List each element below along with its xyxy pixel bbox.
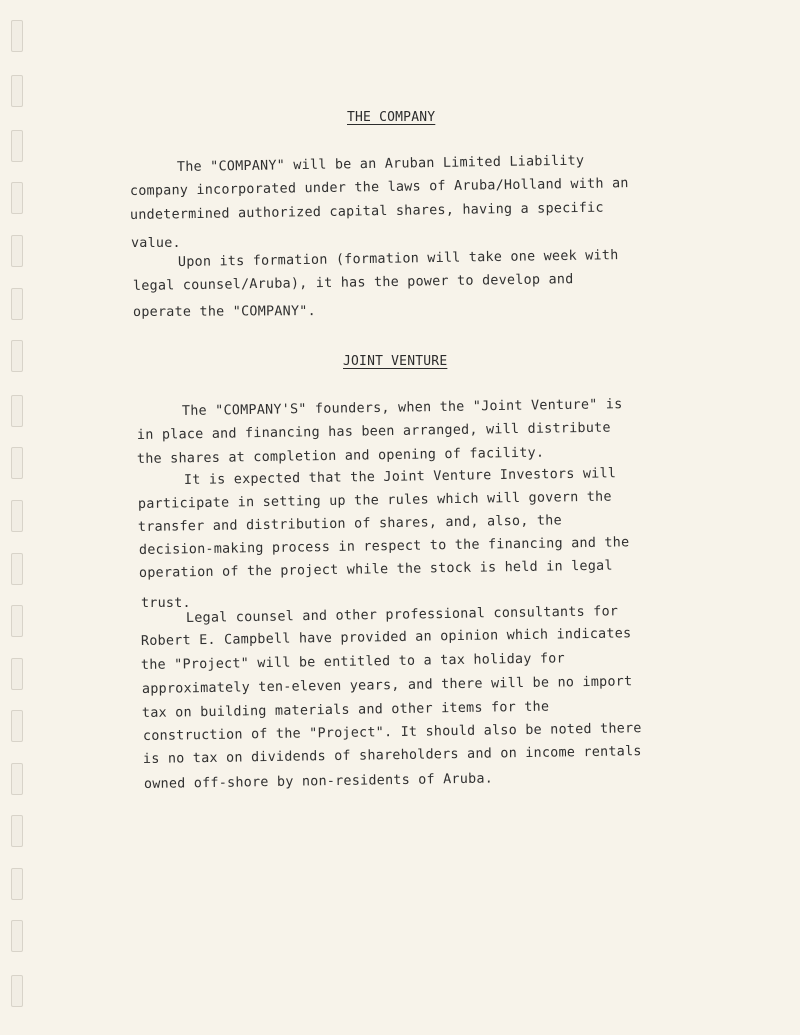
binder-hole <box>11 975 23 1007</box>
paragraph-line: the "Project" will be entitled to a tax holiday for <box>140 651 565 673</box>
paragraph-line: operate the "COMPANY". <box>132 304 316 320</box>
binder-hole <box>11 553 23 585</box>
binder-hole <box>11 235 23 267</box>
paragraph-line: The "COMPANY'S" founders, when the "Joint Venture" is <box>181 397 623 419</box>
paragraph-line: trust. <box>141 596 191 611</box>
paragraph-line: owned off-shore by non-residents of Aruba. <box>143 771 494 792</box>
paragraph-line: decision-making process in respect to the financing and the <box>138 535 630 558</box>
binder-hole <box>11 815 23 847</box>
paragraph-line: operation of the project while the stock is held in legal <box>138 558 613 581</box>
paragraph-line: The "COMPANY" will be an Aruban Limited Liability <box>176 153 585 175</box>
paragraph-line: Upon its formation (formation will take one week with <box>177 248 619 270</box>
binder-hole <box>11 500 23 532</box>
paragraph-line: undetermined authorized capital shares, having a specific <box>129 200 604 223</box>
binder-hole <box>11 710 23 742</box>
paragraph-line: transfer and distribution of shares, and, also, the <box>137 513 562 535</box>
paragraph-line: tax on building materials and other items for the <box>141 699 550 721</box>
binder-hole <box>11 763 23 795</box>
binder-hole <box>11 395 23 427</box>
binder-hole <box>11 182 23 214</box>
binder-hole <box>11 20 23 52</box>
paragraph-line: participate in setting up the rules which will govern the <box>137 489 612 512</box>
binder-hole <box>11 868 23 900</box>
section-heading-joint-venture: JOINT VENTURE <box>343 354 448 369</box>
paragraph-line: value. <box>131 236 181 251</box>
paragraph-line: company incorporated under the laws of Aruba/Holland with an <box>129 176 629 199</box>
paragraph-line: Legal counsel and other professional consultants for <box>185 604 619 626</box>
paragraph-line: the shares at completion and opening of facility. <box>136 445 545 467</box>
section-heading-the-company: THE COMPANY <box>347 110 436 125</box>
paragraph-line: is no tax on dividends of shareholders and on income rentals <box>142 744 642 767</box>
binder-hole <box>11 130 23 162</box>
binder-hole <box>11 75 23 107</box>
binder-hole <box>11 605 23 637</box>
binder-hole <box>11 447 23 479</box>
binder-hole <box>11 288 23 320</box>
binder-hole <box>11 340 23 372</box>
paragraph-line: in place and financing has been arranged, will distribute <box>136 420 611 443</box>
binder-hole <box>11 920 23 952</box>
paragraph-line: construction of the "Project". It should also be noted there <box>142 721 642 744</box>
binder-hole <box>11 658 23 690</box>
paragraph-line: legal counsel/Aruba), it has the power to develop and <box>132 272 574 294</box>
paragraph-line: It is expected that the Joint Venture Investors will <box>183 466 617 488</box>
paragraph-line: approximately ten-eleven years, and there will be no import <box>141 674 633 697</box>
paragraph-line: Robert E. Campbell have provided an opinion which indicates <box>140 626 632 649</box>
